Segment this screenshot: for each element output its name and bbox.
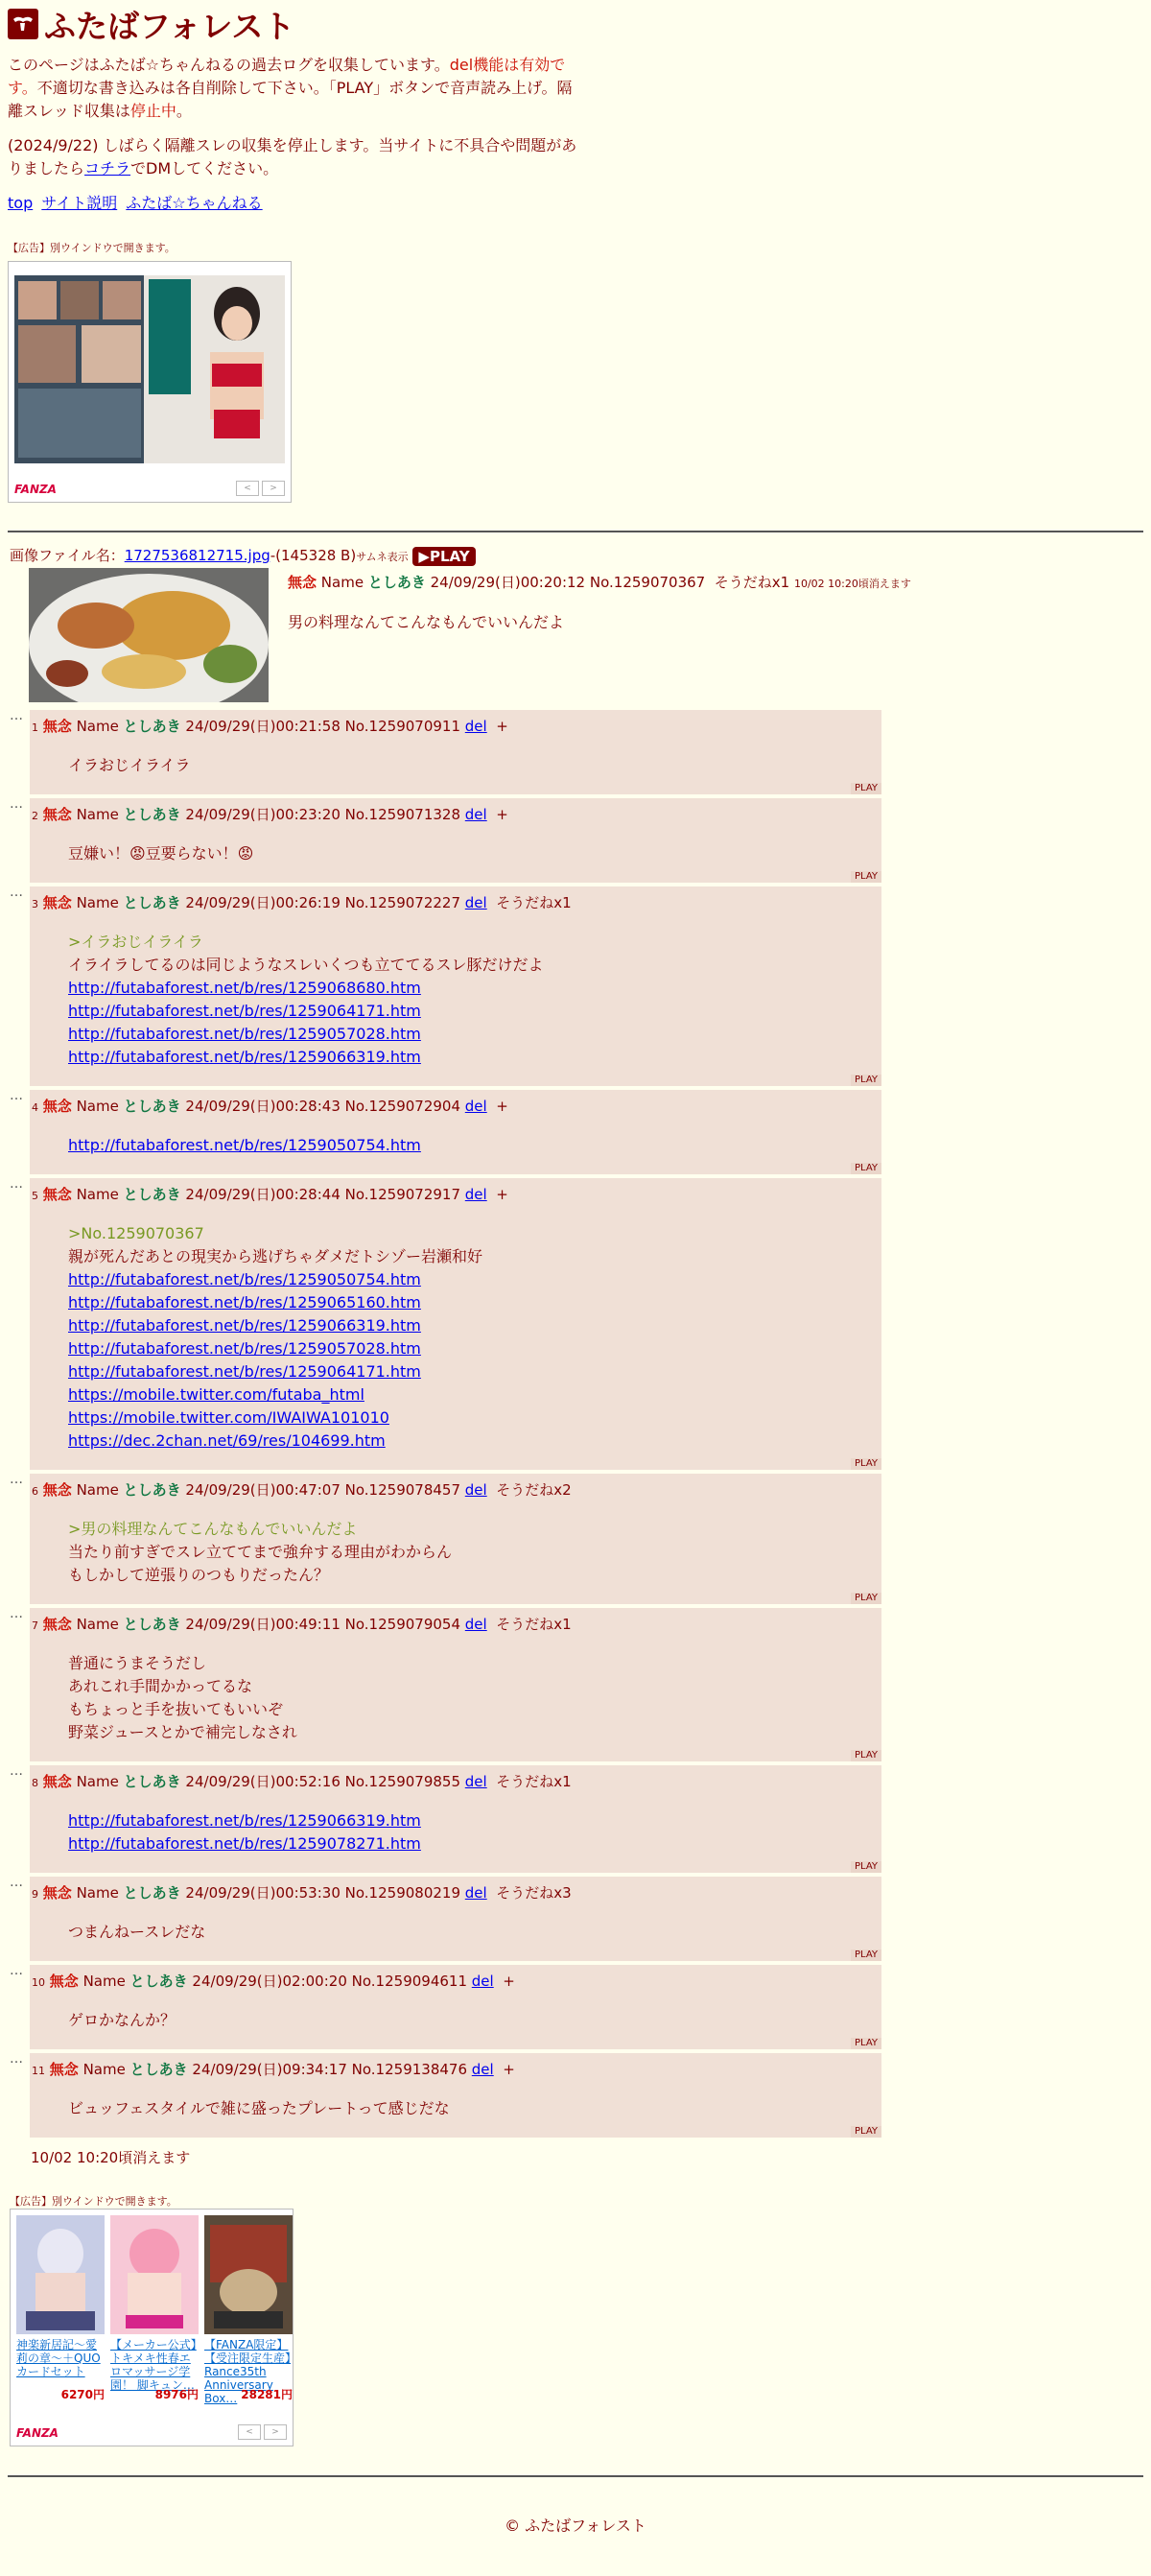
reply-number: 8 (32, 1777, 38, 1789)
site-header (8, 6, 1143, 45)
reply-header: 1 無念 Name としあき 24/09/29(日)00:21:58 No.1259070911 del + (32, 718, 508, 735)
reply-body (68, 1222, 482, 1453)
reply-del-link[interactable]: del (464, 1884, 487, 1902)
reply-quote: >男の料理なんてこんなもんでいいんだよ (68, 1520, 358, 1538)
reply-text-line: もしかして逆張りのつもりだったん？ (68, 1566, 330, 1584)
reply-post (30, 886, 881, 1086)
reply-header: 6 無念 Name としあき 24/09/29(日)00:47:07 No.1259078457 del そうだねx2 (32, 1481, 572, 1499)
nav-about-link[interactable]: サイト説明 (41, 194, 118, 212)
reply-dots: … (10, 1875, 23, 1890)
reply-link[interactable]: http://futabaforest.net/b/res/1259050754.htm (68, 1136, 421, 1154)
ad-item-title[interactable]: 神楽新居記〜愛莉の章〜＋QUOカードセット (16, 2338, 101, 2378)
reply-play-button[interactable]: PLAY (851, 2038, 881, 2049)
reply-post-number[interactable]: No.1259080219 (344, 1884, 460, 1902)
reply-text-line: ゲロかなんか？ (68, 2011, 176, 2029)
site-title: ふたばフォレスト (44, 7, 295, 45)
reply-post (30, 710, 881, 794)
reply-link[interactable]: http://futabaforest.net/b/res/1259050754.htm (68, 1270, 421, 1288)
reply-name: としあき (123, 1616, 181, 1633)
reply-text-line: もちょっと手を抜いてもいいぞ (68, 1700, 284, 1718)
reply-body (68, 931, 544, 1069)
reply-text-line: イラおじイライラ (68, 756, 191, 774)
reply-dots: … (10, 1088, 23, 1103)
reply-subject: 無念 (42, 718, 72, 735)
reply-link[interactable]: http://futabaforest.net/b/res/1259066319.htm (68, 1316, 421, 1335)
reply-link[interactable]: http://futabaforest.net/b/res/1259057028.htm (68, 1339, 421, 1358)
footer-copyright: © ふたばフォレスト (505, 2517, 646, 2535)
reply-post-number[interactable]: No.1259079855 (344, 1773, 460, 1790)
reply-header: 9 無念 Name としあき 24/09/29(日)00:53:30 No.1259080219 del そうだねx3 (32, 1884, 572, 1902)
reply-soudane[interactable]: + (496, 718, 508, 735)
reply-dots: … (10, 1963, 23, 1978)
reply-post-number[interactable]: No.1259072904 (344, 1098, 460, 1115)
reply-post-number[interactable]: No.1259070911 (344, 718, 460, 735)
op-name: としあき (367, 574, 426, 591)
op-number[interactable]: No.1259070367 (589, 574, 706, 591)
reply-subject: 無念 (42, 1884, 72, 1902)
reply-text-line: イライラしてるのは同じようなスレいくつも立ててるスレ豚だけだよ (68, 956, 544, 974)
reply-date: 24/09/29(日)02:00:20 (192, 1973, 347, 1990)
reply-dots: … (10, 708, 23, 723)
reply-date: 24/09/29(日)00:26:19 (185, 894, 341, 911)
reply-dots: … (10, 1472, 23, 1487)
intro-text: このページはふたば☆ちゃんねるの過去ログを収集しています。del機能は有効です。不適切な書き込みは各自削除して下さい。「PLAY」ボタンで音声読み上げ。隔離スレッド収集は停止中。 (8, 56, 573, 120)
reply-del-link[interactable]: del (464, 718, 487, 735)
reply-play-button[interactable]: PLAY (851, 1750, 881, 1761)
reply-header: 4 無念 Name としあき 24/09/29(日)00:28:43 No.1259072904 del + (32, 1098, 508, 1115)
reply-post-number[interactable]: No.1259071328 (344, 806, 460, 823)
reply-body (68, 1921, 205, 1944)
op-thumbnail[interactable] (29, 568, 269, 702)
reply-del-link[interactable]: del (464, 1186, 487, 1203)
reply-post (30, 1090, 881, 1174)
reply-subject: 無念 (42, 1616, 72, 1633)
reply-play-button[interactable]: PLAY (851, 2126, 881, 2138)
reply-date: 24/09/29(日)00:28:44 (185, 1186, 341, 1203)
reply-body (68, 754, 191, 777)
reply-subject: 無念 (49, 2061, 79, 2078)
contact-link[interactable]: コチラ (84, 159, 131, 177)
reply-link[interactable]: http://futabaforest.net/b/res/1259065160.htm (68, 1293, 421, 1312)
reply-post (30, 1765, 881, 1873)
reply-header: 5 無念 Name としあき 24/09/29(日)00:28:44 No.1259072917 del + (32, 1186, 508, 1203)
ad-next-button[interactable]: > (262, 481, 285, 496)
ad-item-title[interactable]: 【FANZA限定】【受注限定生産】Rance35th Anniversary Box… (204, 2338, 292, 2405)
reply-dots: … (10, 2051, 23, 2067)
reply-text-line: あれこれ手間かかってるな (68, 1677, 253, 1695)
reply-header: 3 無念 Name としあき 24/09/29(日)00:26:19 No.1259072227 del そうだねx1 (32, 894, 572, 911)
reply-subject: 無念 (42, 894, 72, 911)
reply-date: 24/09/29(日)00:21:58 (185, 718, 341, 735)
reply-body (68, 1652, 297, 1744)
reply-link[interactable]: http://futabaforest.net/b/res/1259068680.htm (68, 979, 421, 997)
reply-name: としあき (129, 1973, 188, 1990)
op-date: 24/09/29(日)00:20:12 (430, 574, 586, 591)
nav-top-link[interactable]: top (8, 194, 34, 212)
reply-header: 10 無念 Name としあき 24/09/29(日)02:00:20 No.1259094611 del + (32, 1973, 515, 1990)
bottom-divider (8, 2475, 1143, 2477)
reply-del-link[interactable]: del (471, 2061, 494, 2078)
reply-header: 11 無念 Name としあき 24/09/29(日)09:34:17 No.1259138476 del + (32, 2061, 515, 2078)
reply-date: 24/09/29(日)00:28:43 (185, 1098, 341, 1115)
ad-item-1-image[interactable] (16, 2215, 105, 2334)
ad-prev-button[interactable]: < (236, 481, 259, 496)
reply-body (68, 2009, 176, 2032)
reply-date: 24/09/29(日)00:49:11 (185, 1616, 341, 1633)
reply-play-button[interactable]: PLAY (851, 871, 881, 883)
ad-item-price: 8976円 (154, 2388, 199, 2401)
reply-link[interactable]: http://futabaforest.net/b/res/1259066319.htm (68, 1811, 421, 1830)
reply-name: としあき (123, 718, 181, 735)
reply-post-number[interactable]: No.1259094611 (351, 1973, 467, 1990)
site-logo-icon (8, 9, 38, 39)
reply-number: 1 (32, 721, 38, 734)
reply-play-button[interactable]: PLAY (851, 1458, 881, 1470)
reply-name: としあき (123, 1773, 181, 1790)
op-play-button[interactable]: ▶PLAY (412, 547, 475, 566)
reply-link[interactable]: https://mobile.twitter.com/IWAIWA101010 (68, 1408, 389, 1427)
reply-number: 3 (32, 898, 38, 910)
ad-bottom-next-button[interactable]: > (264, 2424, 287, 2440)
nav-futaba-link[interactable]: ふたば☆ちゃんねる (126, 194, 263, 212)
reply-dots: … (10, 796, 23, 812)
reply-del-link[interactable]: del (471, 1973, 494, 1990)
reply-body (68, 1809, 421, 1855)
reply-dots: … (10, 1176, 23, 1192)
reply-dots: … (10, 1763, 23, 1779)
reply-subject: 無念 (42, 1098, 72, 1115)
reply-text-line: つまんねースレだな (68, 1923, 206, 1941)
reply-text-line: 豆嫌い！😡豆要らない！😡 (68, 844, 254, 863)
reply-number: 4 (32, 1101, 38, 1114)
reply-subject: 無念 (42, 1481, 72, 1499)
reply-link[interactable]: http://futabaforest.net/b/res/1259078271.htm (68, 1834, 421, 1853)
reply-soudane[interactable]: そうだねx1 (496, 1616, 572, 1633)
reply-subject: 無念 (42, 806, 72, 823)
reply-post (30, 1474, 881, 1604)
reply-subject: 無念 (42, 1773, 72, 1790)
reply-post (30, 798, 881, 883)
file-info: 画像ファイル名：1727536812715.jpg-(145328 B)サムネ表示 ▶PLAY (10, 545, 476, 566)
reply-body (68, 2097, 450, 2120)
reply-text-line: 親が死んだあとの現実から逃げちゃダメだトシゾー岩瀬和好 (68, 1247, 483, 1265)
reply-soudane[interactable]: そうだねx2 (496, 1481, 572, 1499)
op-soudane[interactable]: そうだねx1 (714, 574, 790, 591)
op-body: 男の料理なんてこんなもんでいいんだよ (288, 613, 565, 631)
notice-text: (2024/9/22) しばらく隔離スレの収集を停止します。当サイトに不具合や問題がありましたらコチラでDMしてください。 (8, 136, 577, 177)
reply-play-button[interactable]: PLAY (851, 1163, 881, 1174)
reply-play-button[interactable]: PLAY (851, 1950, 881, 1961)
reply-post (30, 2053, 881, 2138)
reply-text-line: ビュッフェスタイルで雑に盛ったプレートって感じだな (68, 2099, 450, 2117)
reply-header: 7 無念 Name としあき 24/09/29(日)00:49:11 No.1259079054 del そうだねx1 (32, 1616, 572, 1633)
reply-post-number[interactable]: No.1259138476 (351, 2061, 467, 2078)
reply-play-button[interactable]: PLAY (851, 783, 881, 794)
thumb-toggle[interactable]: サムネ表示 (356, 551, 409, 563)
ad-banner-top[interactable] (8, 261, 292, 503)
ad-item-title[interactable]: 【メーカー公式】トキメキ性春エロマッサージ学園！ 脚キュン… (110, 2338, 197, 2392)
ad-note-bottom: 【広告】別ウインドウで開きます。 (10, 2195, 177, 2208)
reply-soudane[interactable]: + (496, 1186, 508, 1203)
reply-link[interactable]: http://futabaforest.net/b/res/1259064171.htm (68, 1002, 421, 1020)
reply-post (30, 1877, 881, 1961)
reply-number: 7 (32, 1619, 38, 1632)
reply-quote: >イラおじイライラ (68, 933, 203, 951)
ad-item-3-image[interactable] (204, 2215, 293, 2334)
reply-del-link[interactable]: del (464, 1098, 487, 1115)
reply-date: 24/09/29(日)00:47:07 (185, 1481, 341, 1499)
ad-note: 【広告】別ウインドウで開きます。 (8, 242, 176, 254)
reply-del-link[interactable]: del (464, 894, 487, 911)
reply-date: 24/09/29(日)09:34:17 (192, 2061, 347, 2078)
ad-item-2-image[interactable] (110, 2215, 199, 2334)
reply-text-line: 当たり前すぎでスレ立ててまで強弁する理由がわからん (68, 1543, 453, 1561)
reply-soudane[interactable]: そうだねx1 (496, 1773, 572, 1790)
reply-soudane[interactable]: そうだねx1 (496, 894, 572, 911)
reply-text-line: 野菜ジュースとかで補完しなされ (68, 1723, 297, 1741)
op-subject: 無念 (288, 574, 317, 591)
reply-body (68, 1518, 452, 1587)
reply-number: 6 (32, 1485, 38, 1498)
reply-link[interactable]: http://futabaforest.net/b/res/1259057028.htm (68, 1025, 421, 1043)
reply-name: としあき (123, 894, 181, 911)
reply-name: としあき (123, 1098, 181, 1115)
reply-header: 2 無念 Name としあき 24/09/29(日)00:23:20 No.1259071328 del + (32, 806, 508, 823)
op-expire: 10/02 10:20頃消えます (793, 578, 911, 590)
delete-note: 10/02 10:20頃消えます (31, 2149, 191, 2166)
reply-name: としあき (123, 1884, 181, 1902)
reply-name: としあき (123, 1186, 181, 1203)
reply-soudane[interactable]: + (503, 1973, 515, 1990)
reply-del-link[interactable]: del (464, 1481, 487, 1499)
ad-bottom-prev-button[interactable]: < (238, 2424, 261, 2440)
fanza-logo-bottom: FANZA (16, 2426, 59, 2440)
reply-link[interactable]: https://dec.2chan.net/69/res/104699.htm (68, 1431, 386, 1450)
reply-del-link[interactable]: del (464, 806, 487, 823)
reply-soudane[interactable]: そうだねx3 (496, 1884, 572, 1902)
reply-number: 2 (32, 810, 38, 822)
reply-dots: … (10, 1606, 23, 1621)
reply-body (68, 1134, 421, 1157)
reply-number: 10 (32, 1976, 45, 1989)
reply-header: 8 無念 Name としあき 24/09/29(日)00:52:16 No.1259079855 del そうだねx1 (32, 1773, 572, 1790)
reply-link[interactable]: http://futabaforest.net/b/res/1259066319.htm (68, 1048, 421, 1066)
reply-date: 24/09/29(日)00:53:30 (185, 1884, 341, 1902)
top-divider (8, 531, 1143, 532)
reply-post-number[interactable]: No.1259078457 (344, 1481, 460, 1499)
reply-date: 24/09/29(日)00:52:16 (185, 1773, 341, 1790)
reply-soudane[interactable]: + (496, 806, 508, 823)
reply-del-link[interactable]: del (464, 1773, 487, 1790)
nav-links (8, 192, 1143, 215)
ad-banner-image[interactable] (14, 275, 285, 463)
reply-soudane[interactable]: + (503, 2061, 515, 2078)
reply-post (30, 1965, 881, 2049)
reply-post-number[interactable]: No.1259072227 (344, 894, 460, 911)
reply-post (30, 1608, 881, 1761)
reply-name: としあき (123, 806, 181, 823)
reply-post-number[interactable]: No.1259079054 (344, 1616, 460, 1633)
reply-play-button[interactable]: PLAY (851, 1075, 881, 1086)
reply-body (68, 842, 253, 865)
reply-link[interactable]: http://futabaforest.net/b/res/1259064171.htm (68, 1362, 421, 1381)
reply-name: としあき (129, 2061, 188, 2078)
reply-number: 5 (32, 1190, 38, 1202)
reply-del-link[interactable]: del (464, 1616, 487, 1633)
reply-text-line: 普通にうまそうだし (68, 1654, 207, 1672)
reply-subject: 無念 (42, 1186, 72, 1203)
op-header: 無念 Name としあき 24/09/29(日)00:20:12 No.1259070367 そうだねx1 10/02 10:20頃消えます (288, 574, 911, 591)
reply-subject: 無念 (49, 1973, 79, 1990)
reply-number: 11 (32, 2065, 45, 2077)
reply-number: 9 (32, 1888, 38, 1901)
ad-banner-bottom (10, 2209, 294, 2446)
reply-date: 24/09/29(日)00:23:20 (185, 806, 341, 823)
reply-soudane[interactable]: + (496, 1098, 508, 1115)
reply-name: としあき (123, 1481, 181, 1499)
fanza-logo: FANZA (14, 483, 57, 496)
reply-play-button[interactable]: PLAY (851, 1593, 881, 1604)
reply-play-button[interactable]: PLAY (851, 1861, 881, 1873)
ad-item-price: 28281円 (241, 2388, 293, 2401)
ad-item-price: 6270円 (60, 2388, 105, 2401)
reply-post-number[interactable]: No.1259072917 (344, 1186, 460, 1203)
reply-quote: >No.1259070367 (68, 1224, 204, 1242)
reply-dots: … (10, 885, 23, 900)
reply-post (30, 1178, 881, 1470)
image-file-link[interactable]: 1727536812715.jpg (124, 547, 270, 564)
reply-link[interactable]: https://mobile.twitter.com/futaba_html (68, 1385, 364, 1404)
